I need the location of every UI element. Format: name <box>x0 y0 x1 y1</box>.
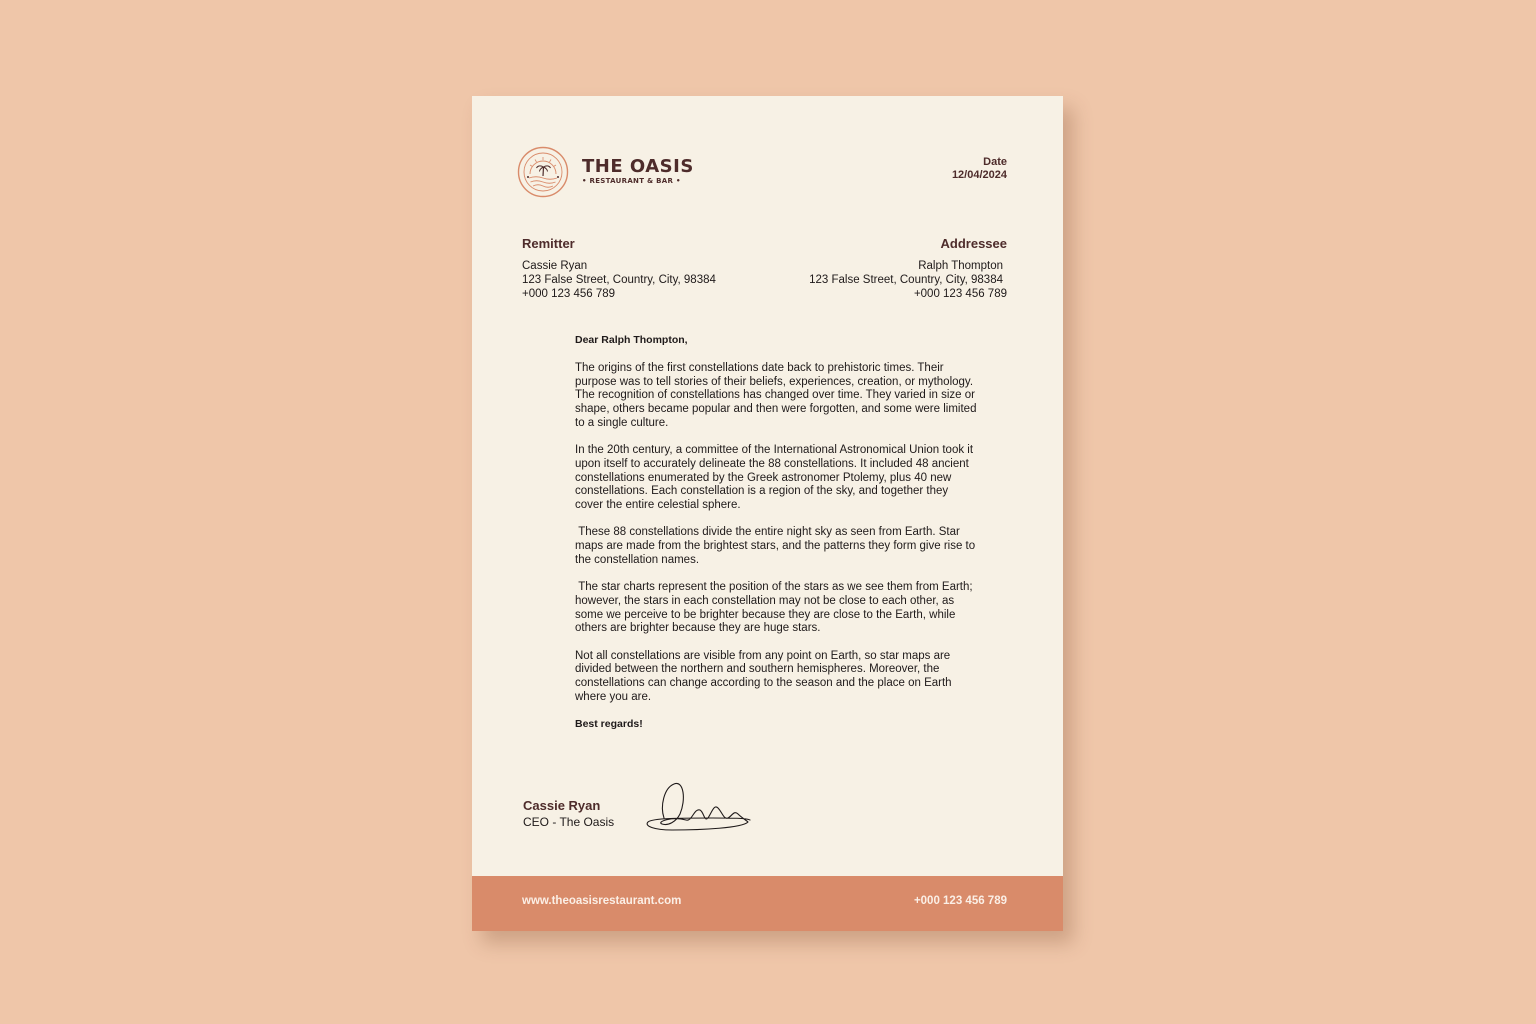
footer-bar <box>472 876 1063 931</box>
salutation: Dear Ralph Thompton, <box>575 334 688 346</box>
paragraph-2: In the 20th century, a committee of the International Astronomical Union took it upon itself to accurately delineate the 88 constellations. It included 48 ancient constellations enumerated by the Greek astronomer Ptolemy, plus 40 new constellations. Each constellation is a region of the sky, and together they cover the entire celestial sphere. <box>575 444 974 511</box>
remitter-title: Remitter <box>522 236 575 251</box>
date-value: 12/04/2024 <box>951 169 1007 181</box>
signer-name: Cassie Ryan <box>523 798 601 813</box>
addressee-phone: +000 123 456 789 <box>913 288 1007 300</box>
addressee-address: 123 False Street, Country, City, 98384 <box>809 274 1003 286</box>
paragraph-1: The origins of the first constellations date back to prehistoric times. Their purpose was to tell stories of their beliefs, experiences, creation, or mythology. The recognition of constellations has changed over time. They varied in size or shape, others became popular and then were forgotten, and some were limited to a single culture. <box>575 361 977 429</box>
addressee-name: Ralph Thompton <box>918 260 1003 272</box>
letter-body <box>575 334 977 732</box>
signer-role: CEO - The Oasis <box>523 815 615 829</box>
paragraph-4: The star charts represent the position of the stars as we see them from Earth; however, the stars in each constellation may not be close to each other, as some we perceive to be brighter because they are close to the Earth, while others are brighter because they are huge stars. <box>575 581 976 635</box>
footer-website-link[interactable]: www.theoasisrestaurant.com <box>522 895 682 907</box>
palm-tree-sun-badge-icon <box>517 146 569 198</box>
paragraph-3: These 88 constellations divide the entire night sky as seen from Earth. Star maps are made from the brightest stars, and the patterns they form give rise to the constellation names. <box>575 526 979 566</box>
signature-image <box>642 778 752 838</box>
closing: Best regards! <box>575 718 643 730</box>
footer-phone: +000 123 456 789 <box>913 895 1007 907</box>
letterhead-page <box>472 96 1063 931</box>
paragraph-5: Not all constellations are visible from any point on Earth, so star maps are divided between the northern and southern hemispheres. Moreover, the constellations can change according to the season and the place on Earth where you are. <box>575 649 952 703</box>
remitter-name: Cassie Ryan <box>522 260 588 272</box>
remitter-phone: +000 123 456 789 <box>522 288 616 300</box>
brand-tagline: • RESTAURANT & BAR • <box>582 177 681 185</box>
remitter-address: 123 False Street, Country, City, 98384 <box>522 274 716 286</box>
date-label: Date <box>983 156 1007 168</box>
brand-name: THE OASIS <box>582 156 694 177</box>
addressee-title: Addressee <box>940 236 1007 251</box>
